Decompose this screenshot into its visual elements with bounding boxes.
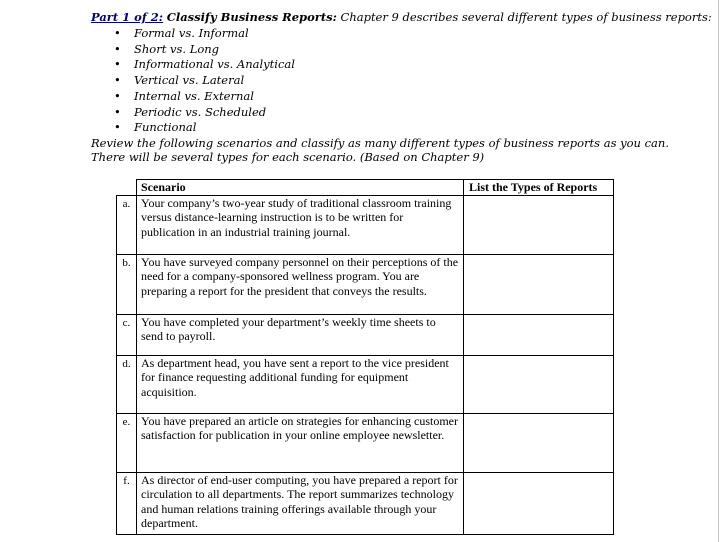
bullet-icon: • [114, 57, 121, 72]
table-row [117, 254, 614, 314]
types-answer-cell[interactable] [464, 254, 614, 314]
header-blank-cell [117, 180, 137, 196]
scenario-cell: Your company’s two-year study of traditional classroom training versus distance-learning instruction is to be written for publication in an industrial training journal. [137, 195, 464, 254]
instructions-line-2: There will be several types for each scenario. (Based on Chapter 9) [91, 150, 485, 164]
scenario-cell: As department head, you have sent a report to the vice president for finance requesting additional funding for equipment acquisition. [137, 355, 464, 413]
bullet-icon: • [114, 120, 121, 135]
list-item: • Short vs. Long [114, 41, 220, 56]
list-item: • Internal vs. External [114, 88, 254, 103]
table-row [117, 195, 614, 254]
heading-text: Chapter 9 describes several different types of business reports: [336, 10, 712, 24]
types-answer-cell[interactable] [464, 195, 614, 254]
heading-label: Classify Business Reports: [166, 10, 337, 24]
row-letter: a. [117, 195, 137, 254]
bullet-icon: • [114, 88, 121, 103]
row-letter: d. [117, 355, 137, 413]
types-header: List the Types of Reports [464, 180, 614, 196]
table-row [117, 413, 614, 472]
table-row [117, 472, 614, 534]
types-answer-cell[interactable] [464, 355, 614, 413]
table-header-row [117, 180, 614, 196]
list-item: • Formal vs. Informal [114, 26, 249, 40]
list-item: • Vertical vs. Lateral [114, 73, 245, 88]
types-answer-cell[interactable] [464, 472, 614, 534]
scenario-cell: You have prepared an article on strategies for enhancing customer satisfaction for publication in your online employee newsletter. [137, 413, 464, 472]
scenario-header: Scenario [137, 180, 464, 196]
table-row [117, 314, 614, 355]
row-letter: e. [117, 413, 137, 472]
types-answer-cell[interactable] [464, 314, 614, 355]
part-label: Part 1 of 2: [91, 10, 164, 24]
list-item: • Periodic vs. Scheduled [114, 104, 267, 119]
list-item: • Informational vs. Analytical [114, 57, 295, 72]
scenario-cell: You have completed your department’s weekly time sheets to send to payroll. [137, 314, 464, 355]
scenario-cell: You have surveyed company personnel on their perceptions of the need for a company-sponsored wellness program. You are preparing a report for the president that conveys the results. [137, 254, 464, 314]
bullet-icon: • [114, 41, 121, 56]
report-type-list [110, 26, 295, 136]
instructions-line-1: Review the following scenarios and classify as many different types of business reports as you can. [91, 136, 669, 150]
list-item: • Functional [114, 120, 197, 135]
bullet-icon: • [114, 26, 121, 40]
scenario-table [116, 179, 614, 535]
row-letter: b. [117, 254, 137, 314]
table-row [117, 355, 614, 413]
types-answer-cell[interactable] [464, 413, 614, 472]
bullet-icon: • [114, 104, 121, 119]
instructions [91, 136, 669, 164]
row-letter: c. [117, 314, 137, 355]
assignment-heading [91, 10, 712, 24]
row-letter: f. [117, 472, 137, 534]
scenario-cell: As director of end-user computing, you have prepared a report for circulation to all departments. The report summarizes technology and human relations training offerings available through your department. [137, 472, 464, 534]
bullet-icon: • [114, 73, 121, 88]
